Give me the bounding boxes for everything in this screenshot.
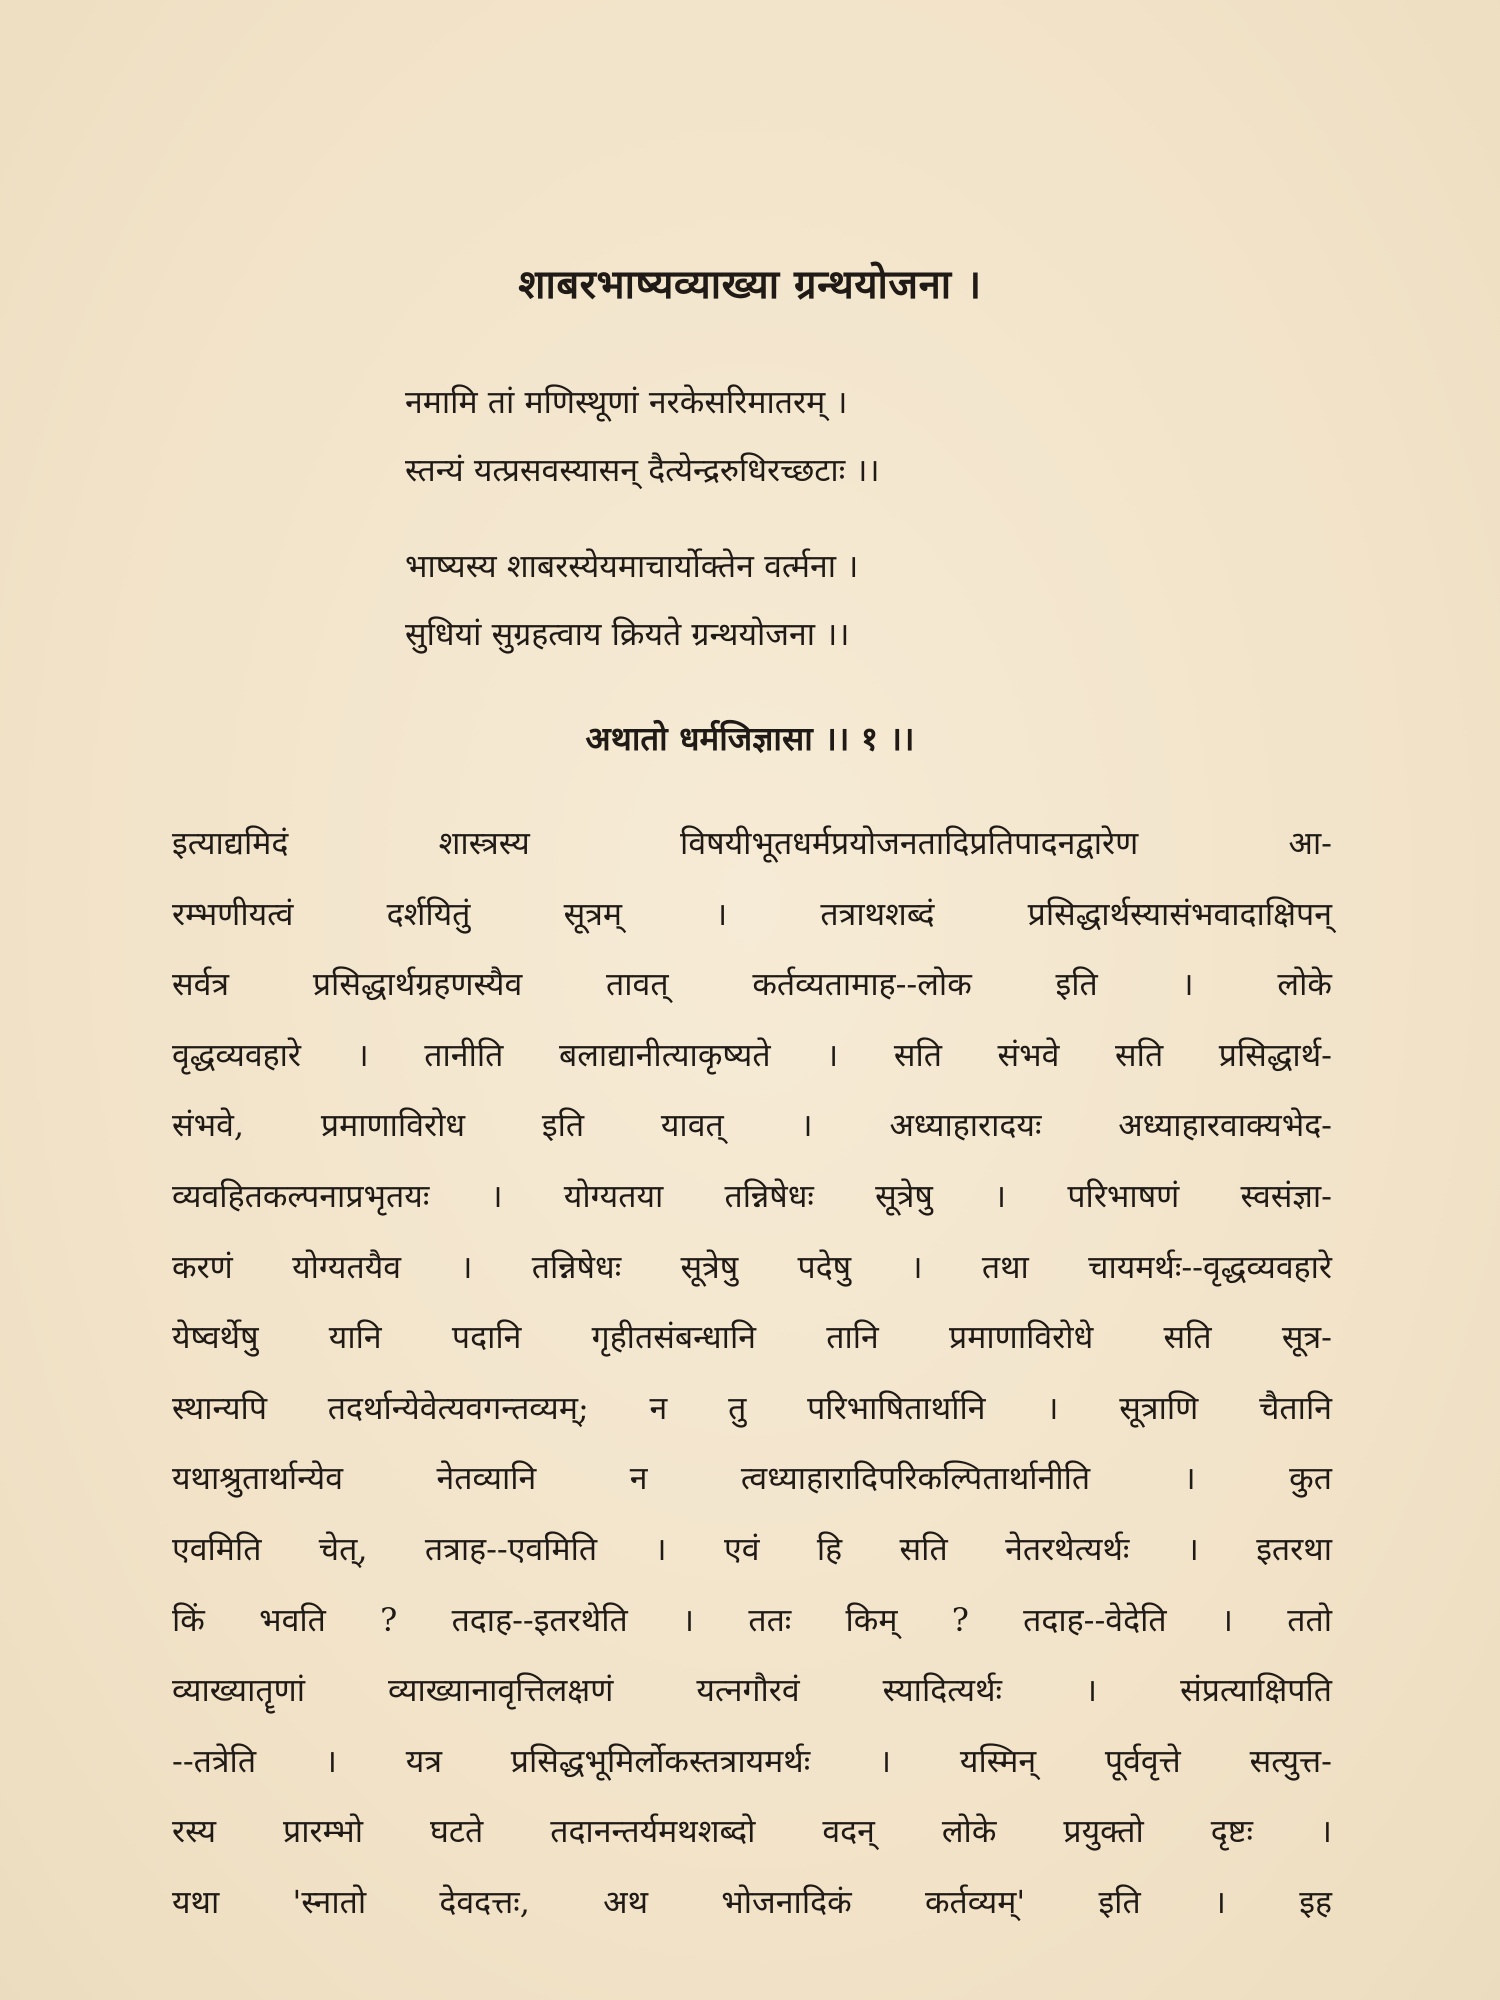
text-line: एवमिति चेत्, तत्राह--एवमिति । एवं हि सति नेतरथेत्यर्थः । इतरथा [172,1529,1332,1568]
text-line: रम्भणीयत्वं दर्शयितुं सूत्रम् । तत्राथशब्दं प्रसिद्धार्थस्यासंभवादाक्षिपन् [172,894,1332,933]
verse-line: भाष्यस्य शाबरस्येयमाचार्योक्तेन वर्त्मना । [405,547,859,585]
invocation-verse-1 [405,368,880,504]
verse-line: नमामि तां मणिस्थूणां नरकेसरिमातरम् । [405,383,848,421]
text-line: --तत्रेति । यत्र प्रसिद्धभूमिर्लोकस्तत्रायमर्थः । यस्मिन् पूर्ववृत्ते सत्युत्त- [172,1741,1332,1780]
text-line: संभवे, प्रमाणाविरोध इति यावत् । अध्याहारादयः अध्याहारवाक्यभेद- [172,1106,1332,1145]
verse-line: सुधियां सुग्रहत्वाय क्रियते ग्रन्थयोजना ।। [405,615,850,653]
text-line: स्थान्यपि तदर्थान्येवेत्यवगन्तव्यम्; न तु परिभाषितार्थानि । सूत्राणि चैतानि [172,1388,1332,1427]
text-line: इत्याद्यमिदं शास्त्रस्य विषयीभूतधर्मप्रयोजनतादिप्रतिपादनद्वारेण आ- [172,824,1332,862]
commentary-text [172,808,1332,1938]
page-title: शाबरभाष्यव्याख्या ग्रन्थयोजना । [518,261,982,308]
invocation-verse-2 [405,532,858,668]
text-line: सर्वत्र प्रसिद्धार्थग्रहणस्यैव तावत् कर्तव्यतामाह--लोक इति । लोके [172,965,1332,1004]
text-line: व्यवहितकल्पनाप्रभृतयः । योग्यतया तन्निषेधः सूत्रेषु । परिभाषणं स्वसंज्ञा- [172,1176,1332,1215]
text-line: यथाश्रुतार्थान्येव नेतव्यानि न त्वध्याहारादिपरिकल्पितार्थानीति । कुत [172,1459,1332,1498]
sutra-heading: अथातो धर्मजिज्ञासा ।। १ ।। [585,719,915,758]
text-line: करणं योग्यतयैव । तन्निषेधः सूत्रेषु पदेषु । तथा चायमर्थः--वृद्धव्यवहारे [172,1247,1332,1286]
text-line: व्याख्यातॄणां व्याख्यानावृत्तिलक्षणं यत्नगौरवं स्यादित्यर्थः । संप्रत्याक्षिपति [172,1671,1332,1710]
text-line: किं भवति ? तदाह--इतरथेति । ततः किम् ? तदाह--वेदेति । ततो [172,1600,1332,1639]
text-line: रस्य प्रारम्भो घटते तदानन्तर्यमथशब्दो वदन् लोके प्रयुक्तो दृष्टः । [172,1812,1332,1851]
text-line: येष्वर्थेषु यानि पदानि गृहीतसंबन्धानि तानि प्रमाणाविरोधे सति सूत्र- [172,1318,1332,1357]
text-line: यथा 'स्नातो देवदत्तः, अथ भोजनादिकं कर्तव्यम्' इति । इह [172,1882,1332,1921]
verse-line: स्तन्यं यत्प्रसवस्यासन् दैत्येन्द्ररुधिरच्छटाः ।। [405,451,880,489]
text-line: वृद्धव्यवहारे । तानीति बलाद्यानीत्याकृष्यते । सति संभवे सति प्रसिद्धार्थ- [172,1035,1332,1074]
